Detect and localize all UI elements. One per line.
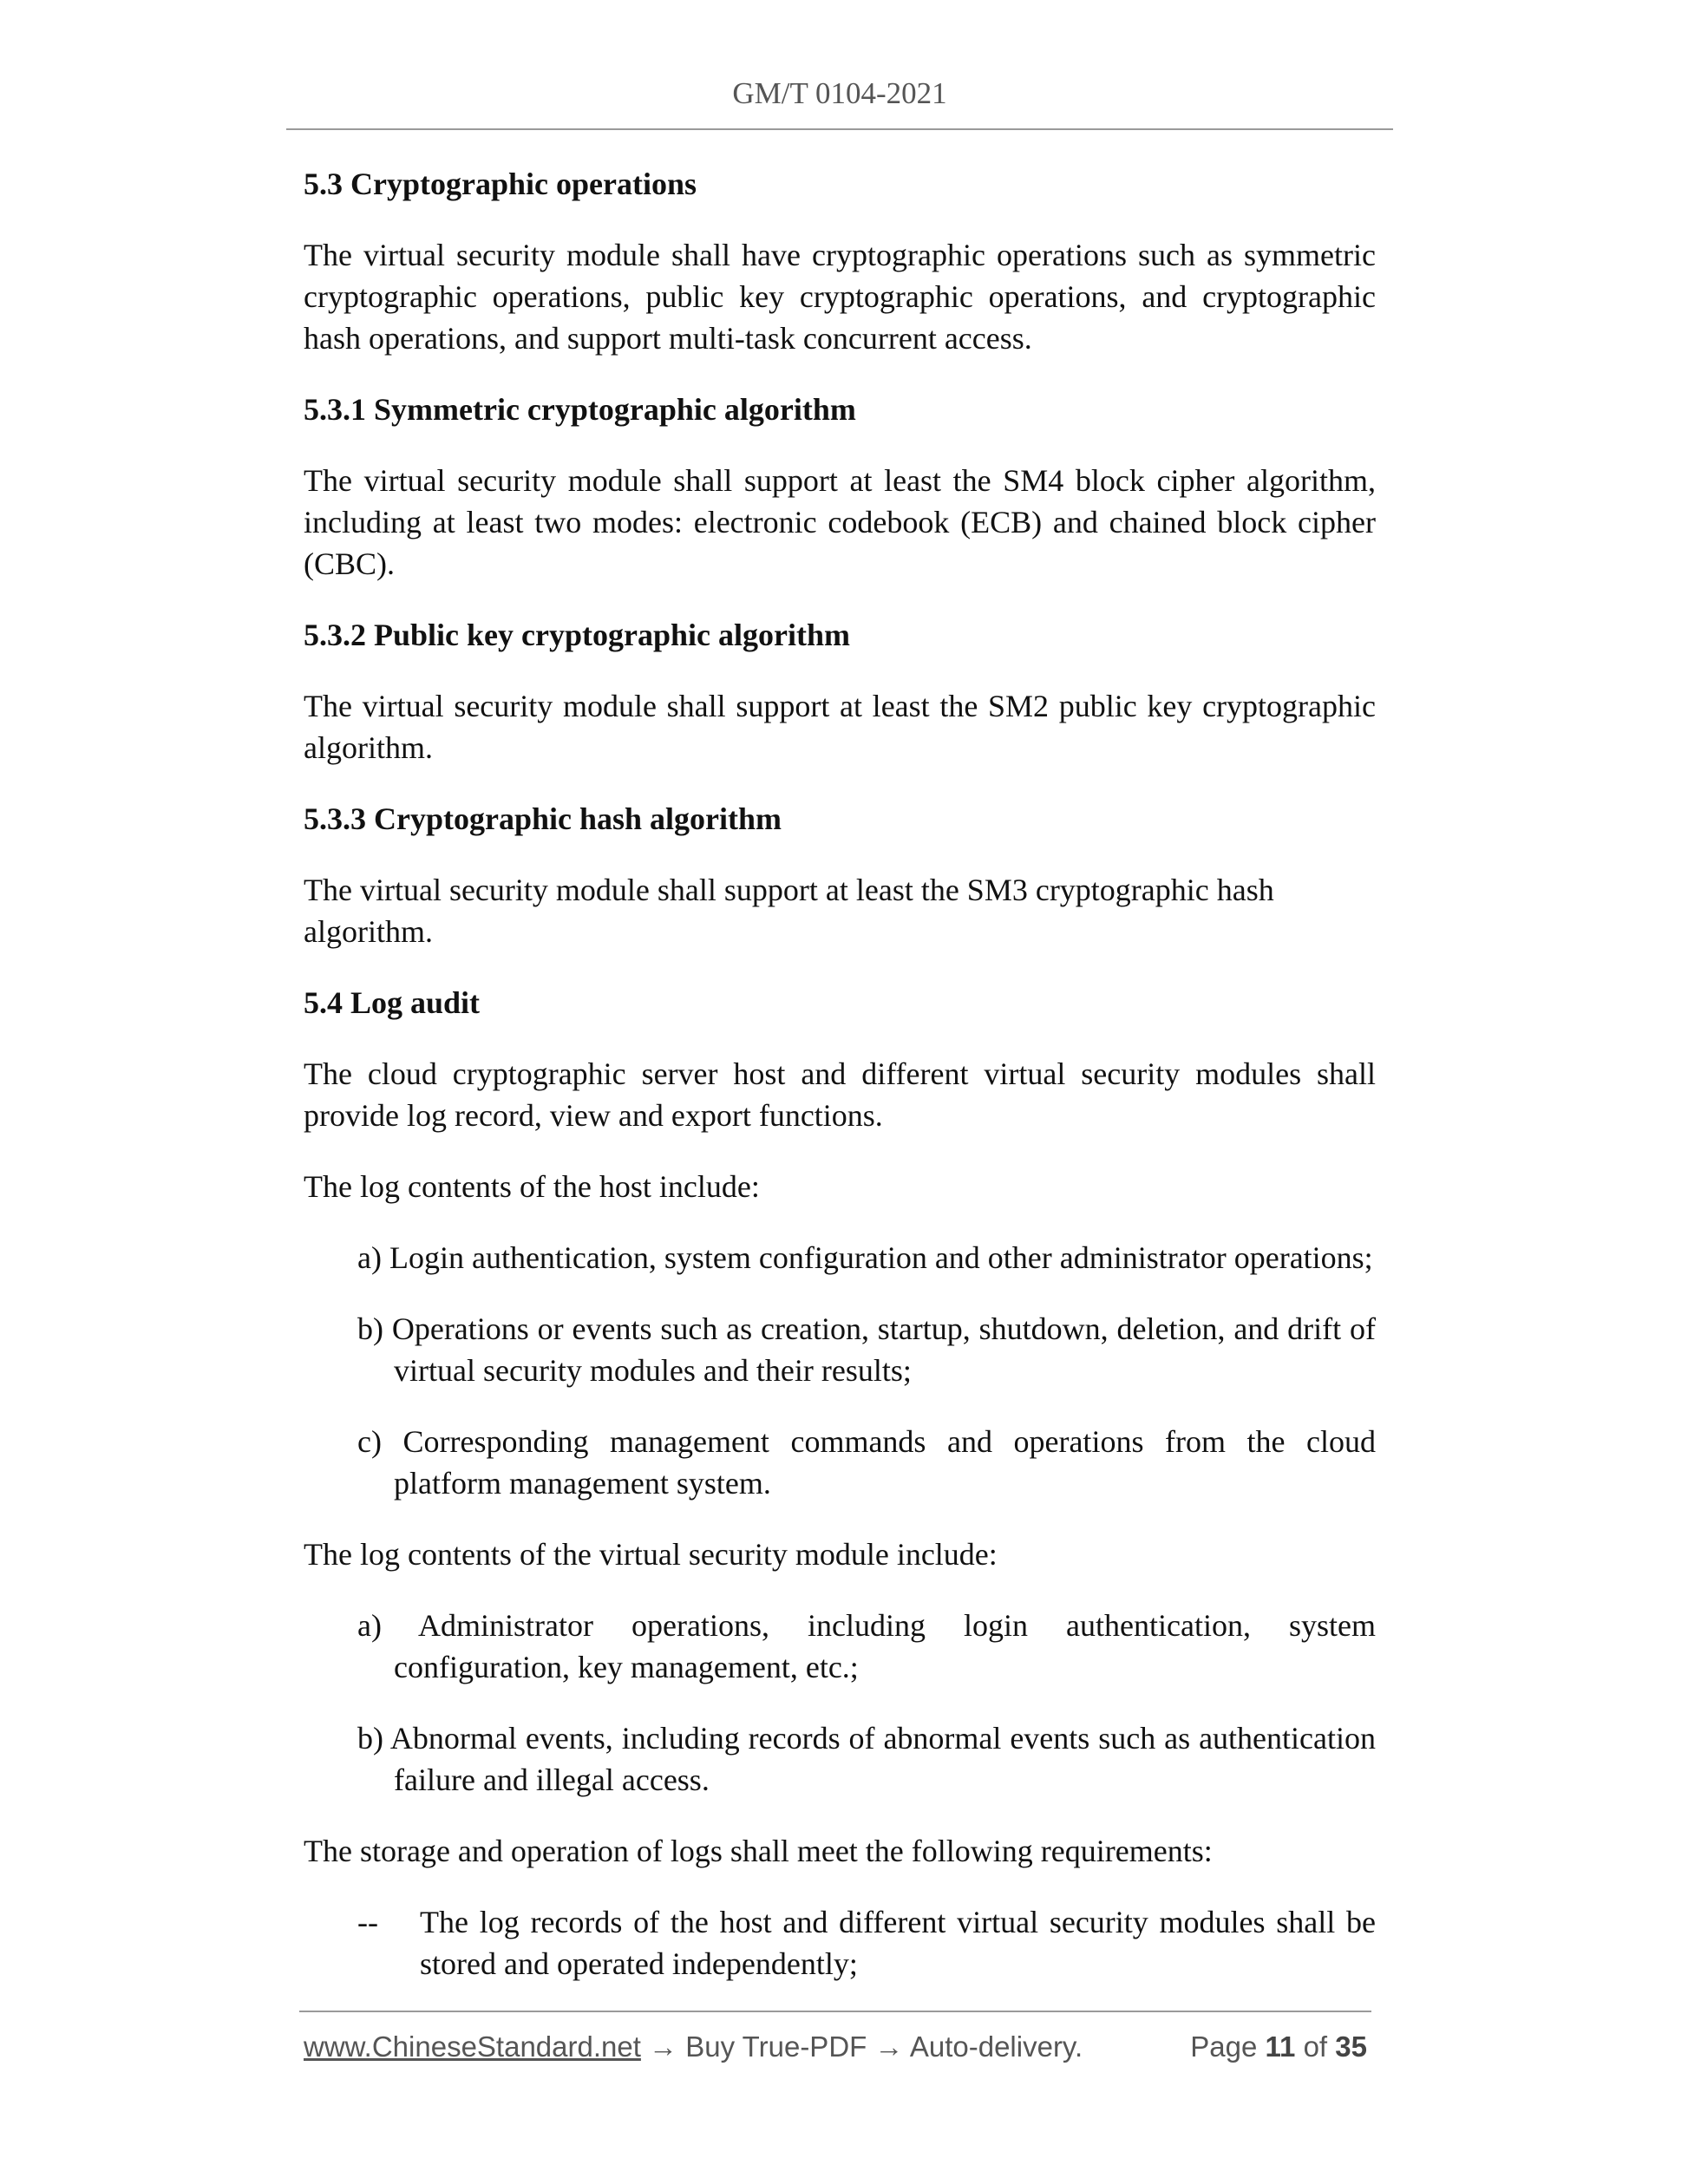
- arrow-right-icon: →: [874, 2030, 904, 2063]
- paragraph-5-3-1: The virtual security module shall support at least the SM4 block cipher algorithm, including at least two modes: electronic codebook (ECB) and chained block cipher (CBC).: [304, 463, 1376, 581]
- paragraph-5-3-2: The virtual security module shall support at least the SM2 public key cryptographic algorithm.: [304, 689, 1376, 765]
- header-divider: [286, 128, 1393, 130]
- site-link[interactable]: www.ChineseStandard.net: [304, 2030, 641, 2063]
- footer-divider: [299, 2011, 1371, 2012]
- document-code: GM/T 0104-2021: [732, 76, 947, 110]
- page-label: Page: [1190, 2030, 1258, 2063]
- heading-5-3-3: 5.3.3 Cryptographic hash algorithm: [304, 801, 782, 836]
- buy-pdf-text: Buy True-PDF: [685, 2030, 867, 2063]
- heading-5-3-2: 5.3.2 Public key cryptographic algorithm: [304, 618, 850, 652]
- storage-item: [357, 1901, 1376, 1985]
- heading-5-4: 5.4 Log audit: [304, 985, 481, 1020]
- host-log-item: b) Operations or events such as creation, startup, shutdown, deletion, and drift of virtual security modules and their results;: [357, 1311, 1376, 1388]
- heading-5-3: 5.3 Cryptographic operations: [304, 167, 697, 201]
- arrow-right-icon: →: [649, 2030, 678, 2063]
- dash-marker: --: [357, 1905, 378, 1939]
- host-log-item: a) Login authentication, system configuration and other administrator operations;: [357, 1240, 1373, 1275]
- storage-item-text: The log records of the host and different virtual security modules shall be stored and operated independently;: [420, 1905, 1376, 1981]
- auto-delivery-text: Auto-delivery.: [909, 2030, 1083, 2063]
- paragraph-5-3-3: The virtual security module shall support at least the SM3 cryptographic hash algorithm.: [304, 873, 1274, 949]
- heading-5-3-1: 5.3.1 Symmetric cryptographic algorithm: [304, 392, 856, 427]
- vsm-log-item: b) Abnormal events, including records of abnormal events such as authentication failure and illegal access.: [357, 1721, 1376, 1797]
- vsm-log-intro: The log contents of the virtual security module include:: [304, 1537, 998, 1572]
- paragraph-5-4: The cloud cryptographic server host and different virtual security modules shall provide log record, view and export functions.: [304, 1056, 1376, 1133]
- paragraph-5-3: The virtual security module shall have cryptographic operations such as symmetric cryptographic operations, public key cryptographic operations, and cryptographic hash operations, and support multi-task concurrent access.: [304, 238, 1376, 356]
- page-content: [304, 163, 1376, 2014]
- host-log-intro: The log contents of the host include:: [304, 1169, 760, 1204]
- page-number: 11: [1265, 2030, 1296, 2063]
- page-indicator: [1190, 2028, 1367, 2066]
- vsm-log-item: a) Administrator operations, including login authentication, system configuration, key management, etc.;: [357, 1608, 1376, 1684]
- of-label: of: [1303, 2030, 1328, 2063]
- storage-intro: The storage and operation of logs shall meet the following requirements:: [304, 1834, 1213, 1868]
- host-log-item: c) Corresponding management commands and operations from the cloud platform management system.: [357, 1424, 1376, 1501]
- page-total: 35: [1335, 2030, 1367, 2063]
- page-footer: [304, 2028, 1367, 2066]
